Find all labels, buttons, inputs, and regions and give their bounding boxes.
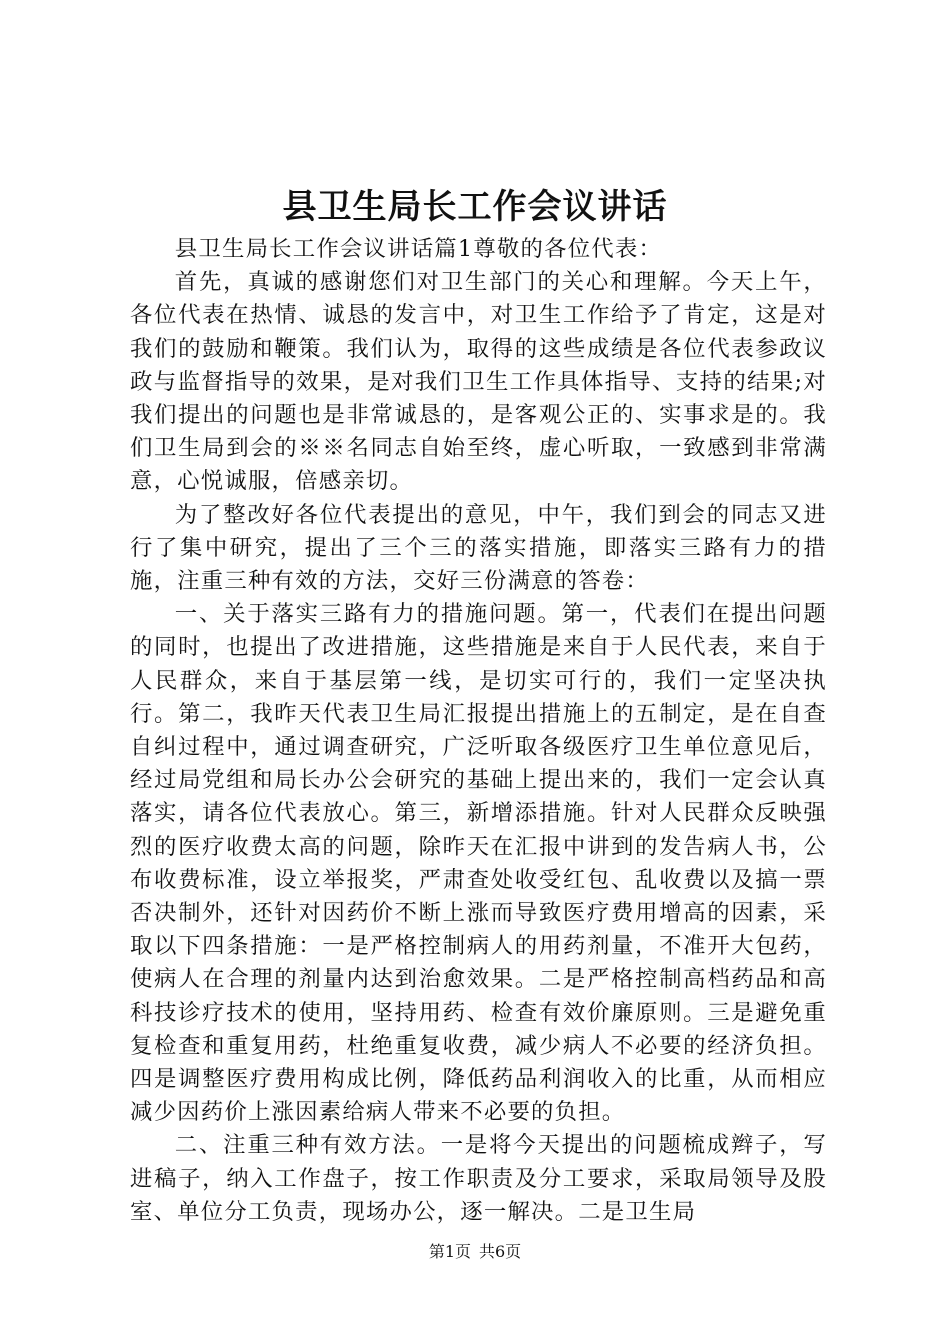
page-total: 共6页 (479, 1242, 522, 1261)
document-title: 县卫生局长工作会议讲话 (282, 187, 668, 227)
page-footer (0, 1240, 950, 1264)
paragraph-rectification: 为了整改好各位代表提出的意见，中午，我们到会的同志又进行了集中研究，提出了三个三的落实措施，即落实三路有力的措施，注重三种有效的方法，交好三份满意的答卷： (130, 501, 827, 595)
paragraph-greeting: 县卫生局长工作会议讲话篇1尊敬的各位代表： (174, 236, 663, 262)
document-body (130, 233, 827, 1229)
paragraph-thanks: 首先，真诚的感谢您们对卫生部门的关心和理解。今天上午，各位代表在热情、诚恳的发言中，对卫生工作给予了肯定，这是对我们的鼓励和鞭策。我们认为，取得的这些成绩是各位代表参政议政与监督指导的效果，是对我们卫生工作具体指导、支持的结果;对我们提出的问题也是非常诚恳的，是客观公正的、实事求是的。我们卫生局到会的※※名同志自始至终，虚心听取，一致感到非常满意，心悦诚服，倍感亲切。 (130, 269, 827, 495)
page-number: 第1页 (428, 1242, 471, 1261)
paragraph-methods: 二、注重三种有效方法。一是将今天提出的问题梳成辫子，写进稿子，纳入工作盘子，按工作职责及分工要求，采取局领导及股室、单位分工负责，现场办公，逐一解决。二是卫生局 (130, 1132, 827, 1225)
paragraph-measures: 一、关于落实三路有力的措施问题。第一，代表们在提出问题的同时，也提出了改进措施，这些措施是来自于人民代表，来自于人民群众，来自于基层第一线，是切实可行的，我们一定坚决执行。第二，我昨天代表卫生局汇报提出措施上的五制定，是在自查自纠过程中，通过调查研究，广泛听取各级医疗卫生单位意见后，经过局党组和局长办公会研究的基础上提出来的，我们一定会认真落实，请各位代表放心。第三，新增添措施。针对人民群众反映强烈的医疗收费太高的问题，除昨天在汇报中讲到的发告病人书，公布收费标准，设立举报奖，严肃查处收受红包、乱收费以及搞一票否决制外，还针对因药价不断上涨而导致医疗费用增高的因素，采取以下四条措施：一是严格控制病人的用药剂量，不准开大包药，使病人在合理的剂量内达到治愈效果。二是严格控制高档药品和高科技诊疗技术的使用，坚持用药、检查有效价廉原则。三是避免重复检查和重复用药，杜绝重复收费，减少病人不必要的经济负担。四是调整医疗费用构成比例，降低药品利润收入的比重，从而相应减少因药价上涨因素给病人带来不必要的负担。 (130, 601, 827, 1126)
